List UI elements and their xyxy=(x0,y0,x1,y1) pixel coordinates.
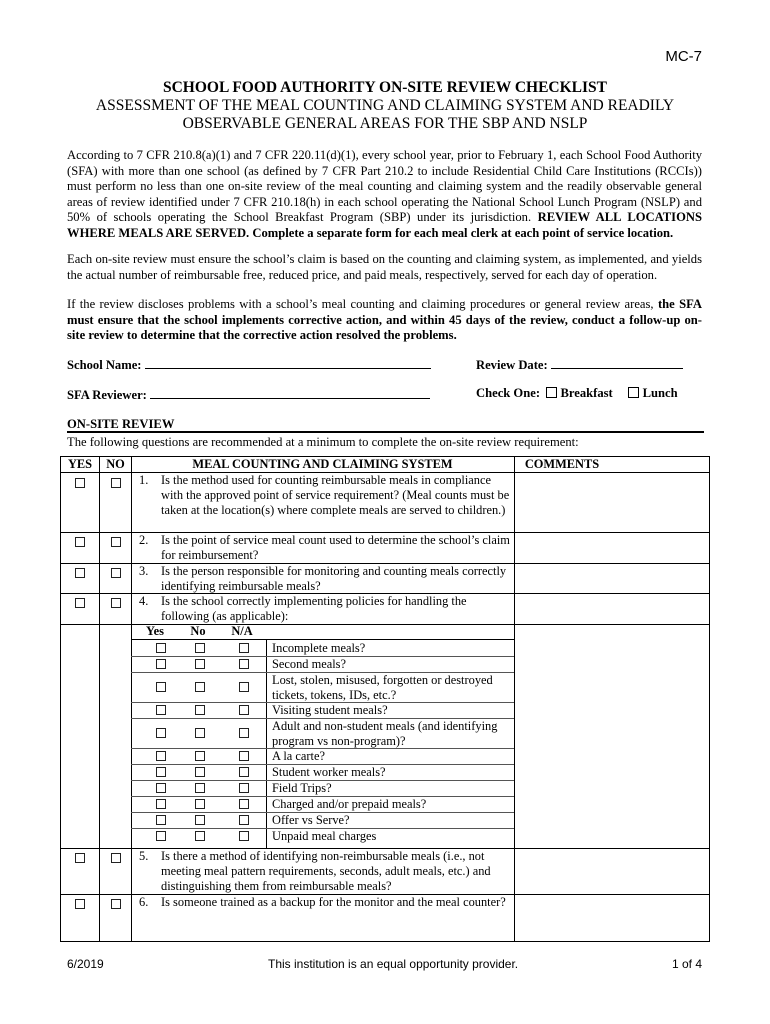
subitem-10-no-checkbox[interactable] xyxy=(195,815,205,825)
intro-paragraph-3-emphasis: the SFA must ensure that the school implements corrective action, and within 45 days of the review, conduct a follow-up on-site review to determine that the corrective action resolved the problems. xyxy=(67,297,702,343)
col-header-comments: COMMENTS xyxy=(524,457,600,471)
col-divider-no xyxy=(131,456,132,942)
q2-no-checkbox[interactable] xyxy=(111,537,121,547)
table-right-rule xyxy=(709,456,710,942)
subitem-11-no-checkbox[interactable] xyxy=(195,831,205,841)
subtable-header-no: No xyxy=(190,624,206,638)
subitem-3-na-checkbox[interactable] xyxy=(239,682,249,692)
subitem-6-label: A la carte? xyxy=(272,749,325,763)
subitem-9-yes-checkbox[interactable] xyxy=(156,799,166,809)
page-subtitle-line2: OBSERVABLE GENERAL AREAS FOR THE SBP AND NSLP xyxy=(182,115,588,132)
q5-text: Is there a method of identifying non-reimbursable meals (i.e., not meeting meal pattern requirements, seconds, adult meals, etc.) and distinguishing them from reimbursable meals? xyxy=(161,849,491,893)
review-date-label: Review Date: xyxy=(476,358,548,372)
col-divider-comments xyxy=(514,456,515,942)
subitem-6-no-checkbox[interactable] xyxy=(195,751,205,761)
q5-no-checkbox[interactable] xyxy=(111,853,121,863)
footer-notice: This institution is an equal opportunity provider. xyxy=(268,957,519,971)
page-subtitle-line1: ASSESSMENT OF THE MEAL COUNTING AND CLAIMING SYSTEM AND READILY xyxy=(95,97,675,114)
q5-yes-checkbox[interactable] xyxy=(75,853,85,863)
subitem-11-label: Unpaid meal charges xyxy=(272,829,377,843)
subitem-9-no-checkbox[interactable] xyxy=(195,799,205,809)
subtable-header-yes: Yes xyxy=(146,624,164,638)
lunch-label: Lunch xyxy=(642,386,678,400)
col-header-system: MEAL COUNTING AND CLAIMING SYSTEM xyxy=(192,457,453,471)
subitem-9-label: Charged and/or prepaid meals? xyxy=(272,797,427,811)
breakfast-label: Breakfast xyxy=(560,386,613,400)
subitem-8-yes-checkbox[interactable] xyxy=(156,783,166,793)
subitem-6-na-checkbox[interactable] xyxy=(239,751,249,761)
footer-date: 6/2019 xyxy=(67,957,104,971)
subitem-1-no-checkbox[interactable] xyxy=(195,643,205,653)
school-name-label: School Name: xyxy=(67,358,142,372)
subitem-2-label: Second meals? xyxy=(272,657,346,671)
subitem-7-no-checkbox[interactable] xyxy=(195,767,205,777)
q1-no-checkbox[interactable] xyxy=(111,478,121,488)
subitem-5-label: Adult and non-student meals (and identifying program vs non-program)? xyxy=(272,719,498,748)
q2-number: 2. xyxy=(139,533,149,547)
subitem-2-no-checkbox[interactable] xyxy=(195,659,205,669)
q6-text: Is someone trained as a backup for the monitor and the meal counter? xyxy=(161,895,506,909)
q2-text: Is the point of service meal count used to determine the school’s claim for reimbursement? xyxy=(161,533,510,562)
subitem-1-yes-checkbox[interactable] xyxy=(156,643,166,653)
subitem-2-na-checkbox[interactable] xyxy=(239,659,249,669)
subitem-7-yes-checkbox[interactable] xyxy=(156,767,166,777)
intro-paragraph-1-emphasis: REVIEW ALL LOCATIONS WHERE MEALS ARE SERVED. Complete a separate form for each meal clerk at each point of service location. xyxy=(67,210,702,240)
intro-paragraph-3-text: If the review discloses problems with a school’s meal counting and claiming procedures or general review areas, xyxy=(67,297,654,311)
intro-paragraph-2: Each on-site review must ensure the school’s claim is based on the counting and claiming system, as implemented, and yields the actual number of reimbursable free, reduced price, and paid meals, respectively, served for each day of operation. xyxy=(67,252,702,282)
subitem-8-label: Field Trips? xyxy=(272,781,332,795)
subitem-1-na-checkbox[interactable] xyxy=(239,643,249,653)
q1-text: Is the method used for counting reimbursable meals in compliance with the approved point of service requirement? (Meal counts must be taken at the location(s) where complete meals are served to children.) xyxy=(161,473,510,517)
page-title: SCHOOL FOOD AUTHORITY ON-SITE REVIEW CHECKLIST xyxy=(162,79,607,96)
col-divider-yes xyxy=(99,456,100,942)
subitem-7-na-checkbox[interactable] xyxy=(239,767,249,777)
subitem-8-na-checkbox[interactable] xyxy=(239,783,249,793)
subitem-11-yes-checkbox[interactable] xyxy=(156,831,166,841)
subitem-10-na-checkbox[interactable] xyxy=(239,815,249,825)
q6-yes-checkbox[interactable] xyxy=(75,899,85,909)
subitem-5-no-checkbox[interactable] xyxy=(195,728,205,738)
subitem-4-label: Visiting student meals? xyxy=(272,703,388,717)
subitem-10-label: Offer vs Serve? xyxy=(272,813,350,827)
subitem-1-label: Incomplete meals? xyxy=(272,641,366,655)
subitem-2-yes-checkbox[interactable] xyxy=(156,659,166,669)
subitem-5-yes-checkbox[interactable] xyxy=(156,728,166,738)
q4-text: Is the school correctly implementing policies for handling the following (as applicable): xyxy=(161,594,467,623)
q1-number: 1. xyxy=(139,473,149,487)
col-header-no: NO xyxy=(106,457,125,471)
check-one-label: Check One: xyxy=(476,386,541,400)
q3-number: 3. xyxy=(139,564,149,578)
table-bottom-rule xyxy=(60,941,710,942)
sfa-reviewer-label: SFA Reviewer: xyxy=(67,388,147,402)
subitem-5-na-checkbox[interactable] xyxy=(239,728,249,738)
q3-yes-checkbox[interactable] xyxy=(75,568,85,578)
q3-no-checkbox[interactable] xyxy=(111,568,121,578)
q4-no-checkbox[interactable] xyxy=(111,598,121,608)
q6-no-checkbox[interactable] xyxy=(111,899,121,909)
section-heading: ON-SITE REVIEW xyxy=(67,417,175,431)
subitem-4-yes-checkbox[interactable] xyxy=(156,705,166,715)
subitem-10-yes-checkbox[interactable] xyxy=(156,815,166,825)
subitem-11-na-checkbox[interactable] xyxy=(239,831,249,841)
subitem-4-na-checkbox[interactable] xyxy=(239,705,249,715)
footer-page: 1 of 4 xyxy=(671,957,702,971)
col-header-yes: YES xyxy=(67,457,93,471)
q4-number: 4. xyxy=(139,594,149,608)
q6-number: 6. xyxy=(139,895,149,909)
q4-yes-checkbox[interactable] xyxy=(75,598,85,608)
q1-yes-checkbox[interactable] xyxy=(75,478,85,488)
subitem-6-yes-checkbox[interactable] xyxy=(156,751,166,761)
subtable-header-na: N/A xyxy=(231,624,253,638)
table-left-rule xyxy=(60,456,61,942)
section-description: The following questions are recommended at a minimum to complete the on-site review requirement: xyxy=(67,435,579,449)
subitem-9-na-checkbox[interactable] xyxy=(239,799,249,809)
q5-number: 5. xyxy=(139,849,149,863)
subtable-header-rule xyxy=(131,639,514,640)
subitem-3-label: Lost, stolen, misused, forgotten or destroyed tickets, tokens, IDs, etc.? xyxy=(272,673,493,702)
form-code: MC-7 xyxy=(665,48,702,65)
subitem-3-no-checkbox[interactable] xyxy=(195,682,205,692)
subitem-3-yes-checkbox[interactable] xyxy=(156,682,166,692)
subitem-7-label: Student worker meals? xyxy=(272,765,386,779)
q3-text: Is the person responsible for monitoring and counting meals correctly identifying reimbursable meals? xyxy=(161,564,507,593)
q2-yes-checkbox[interactable] xyxy=(75,537,85,547)
subtable-divider xyxy=(266,639,267,848)
subitem-4-no-checkbox[interactable] xyxy=(195,705,205,715)
intro-paragraph-1-text: According to 7 CFR 210.8(a)(1) and 7 CFR 220.11(d)(1), every school year, prior to February 1, each School Food Authority (SFA) with more than one school (as defined by 7 CFR Part 210.2 to include Residential Child Care Institutions (RCCIs)) must perform no less than one on-site review of the meal counting and claiming system and the readily observable general areas of review identified under 7 CFR 210.18(h) in each school operating the National School Lunch Program (NSLP) and 50% of schools operating the School Breakfast Program (SBP) under its jurisdiction. xyxy=(67,148,702,225)
subitem-8-no-checkbox[interactable] xyxy=(195,783,205,793)
